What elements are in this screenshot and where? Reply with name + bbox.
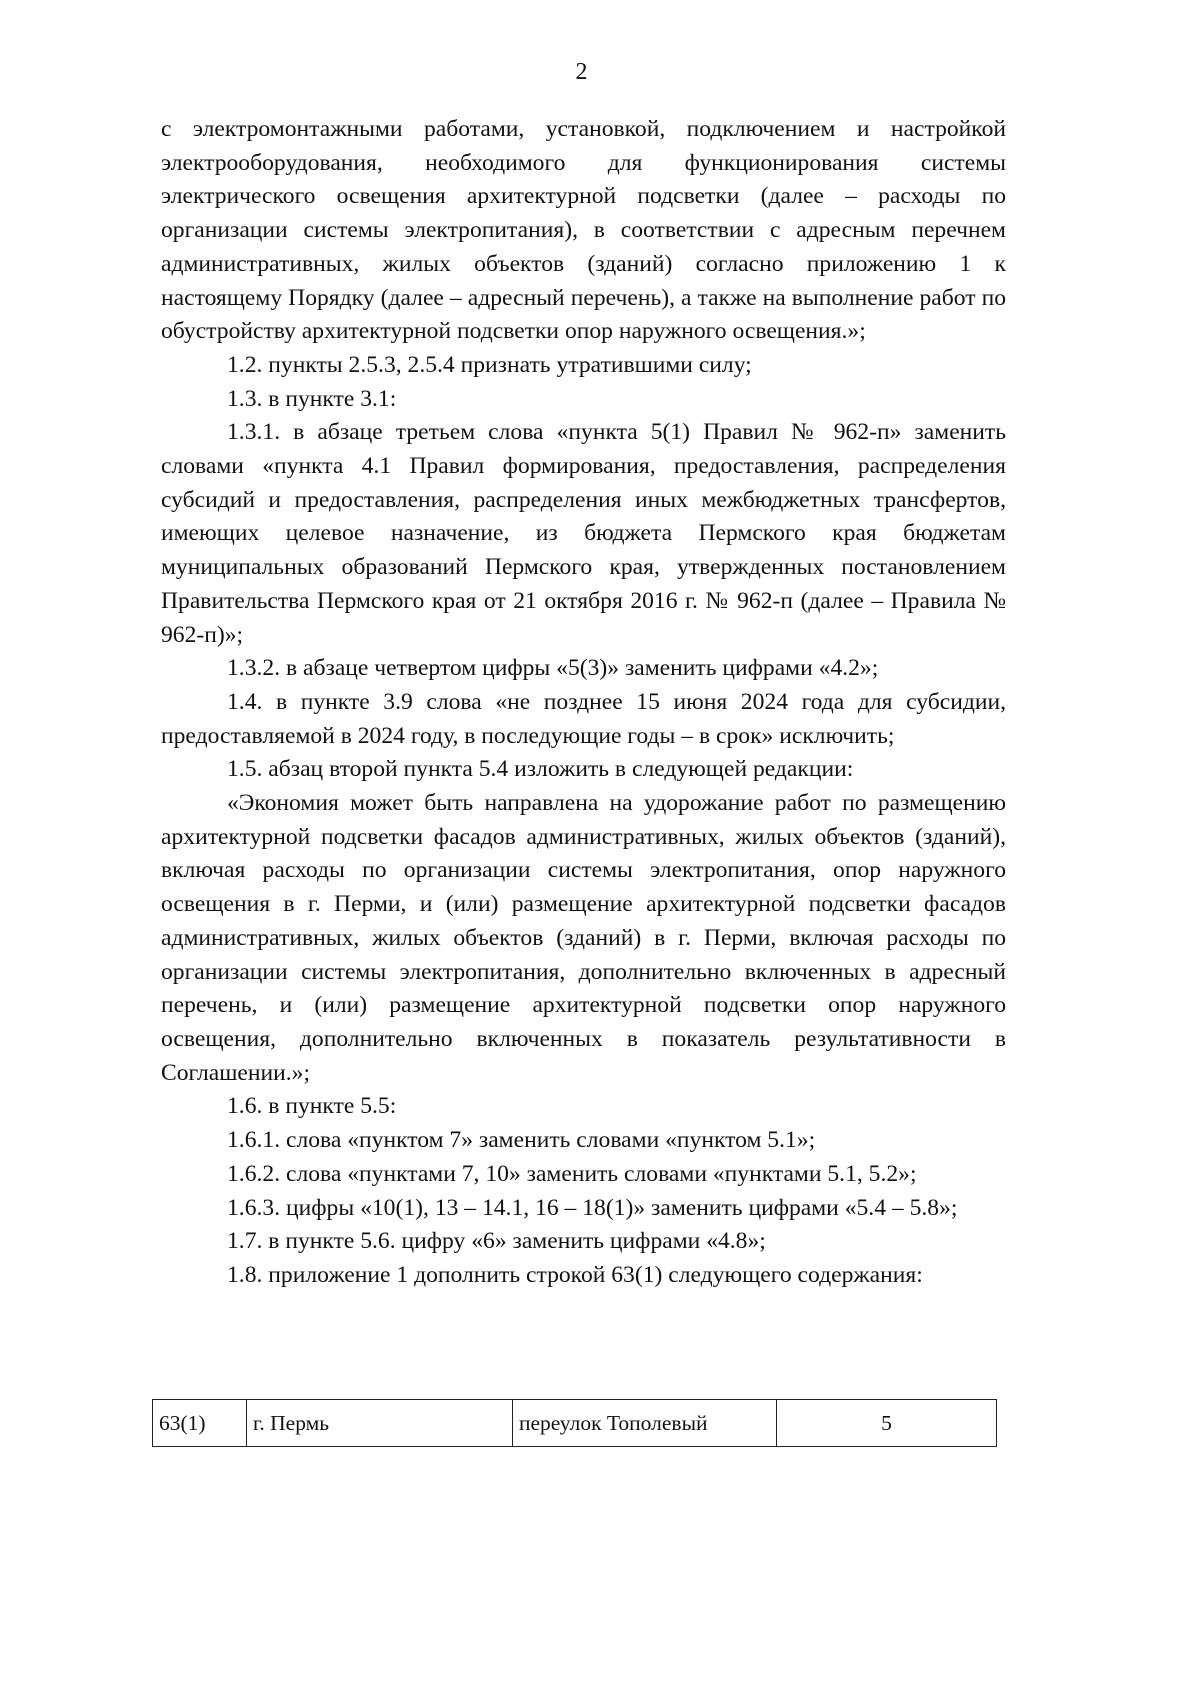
paragraph-1-8: 1.8. приложение 1 дополнить строкой 63(1) следующего содержания: bbox=[227, 1261, 923, 1288]
paragraph-1-6-3: 1.6.3. цифры «10(1), 13 – 14.1, 16 – 18(1)» заменить цифрами «5.4 – 5.8»; bbox=[227, 1194, 958, 1221]
paragraph-1-6-2: 1.6.2. слова «пунктами 7, 10» заменить словами «пунктами 5.1, 5.2»; bbox=[227, 1160, 917, 1187]
house-number-cell: 5 bbox=[777, 1400, 997, 1447]
paragraph-1-7: 1.7. в пункте 5.6. цифру «6» заменить цифрами «4.8»; bbox=[227, 1228, 766, 1255]
paragraph-1-6: 1.6. в пункте 5.5: bbox=[227, 1093, 397, 1120]
city-cell: г. Пермь bbox=[247, 1400, 513, 1447]
document-body bbox=[161, 113, 1006, 1293]
paragraph-1-4: 1.4. в пункте 3.9 слова «не позднее 15 июня 2024 года для субсидии, предоставляемой в 2024 году, в последующие годы – в срок» исключить; bbox=[161, 688, 1006, 749]
street-cell: переулок Тополевый bbox=[513, 1400, 777, 1447]
page-number: 2 bbox=[575, 59, 588, 85]
address-list-table bbox=[152, 1399, 997, 1447]
paragraph-1-3-2: 1.3.2. в абзаце четвертом цифры «5(3)» заменить цифрами «4.2»; bbox=[227, 655, 879, 682]
paragraph-1-3: 1.3. в пункте 3.1: bbox=[227, 385, 397, 412]
paragraph-1-2: 1.2. пункты 2.5.3, 2.5.4 признать утратившими силу; bbox=[227, 351, 752, 378]
paragraph-1-3-1: 1.3.1. в абзаце третьем слова «пункта 5(1) Правил № 962-п» заменить словами «пункта 4.1 Правил формирования, предоставления, распределения субсидий и предоставления, распределения иных межбюджетных трансфертов, имеющих целевое назначение, из бюджета Пермского края бюджетам муниципальных образований Пермского края, утвержденных постановлением Правительства Пермского края от 21 октября 2016 г. № 962-п (далее – Правила № 962-п)»; bbox=[161, 419, 1006, 648]
table-row bbox=[153, 1400, 997, 1447]
paragraph-quoted-amendment: «Экономия может быть направлена на удорожание работ по размещению архитектурной подсветки фасадов административных, жилых объектов (зданий), включая расходы по организации системы электропитания, опор наружного освещения в г. Перми, и (или) размещение архитектурной подсветки фасадов административных, жилых объектов (зданий) в г. Перми, включая расходы по организации системы электропитания, дополнительно включенных в адресный перечень, и (или) размещение архитектурной подсветки опор наружного освещения, дополнительно включенных в показатель результативности в Соглашении.»; bbox=[161, 790, 1006, 1086]
paragraph-1-6-1: 1.6.1. слова «пунктом 7» заменить словами «пунктом 5.1»; bbox=[227, 1127, 816, 1154]
paragraph-continuation: с электромонтажными работами, установкой, подключением и настройкой электрооборудования, необходимого для функционирования системы электрического освещения архитектурной подсветки (далее – расходы по организации системы электропитания), в соответствии с адресным перечнем административных, жилых объектов (зданий) согласно приложению 1 к настоящему Порядку (далее – адресный перечень), а также на выполнение работ по обустройству архитектурной подсветки опор наружного освещения.»; bbox=[161, 116, 1006, 345]
paragraph-1-5: 1.5. абзац второй пункта 5.4 изложить в следующей редакции: bbox=[227, 756, 854, 783]
row-number-cell: 63(1) bbox=[153, 1400, 247, 1447]
